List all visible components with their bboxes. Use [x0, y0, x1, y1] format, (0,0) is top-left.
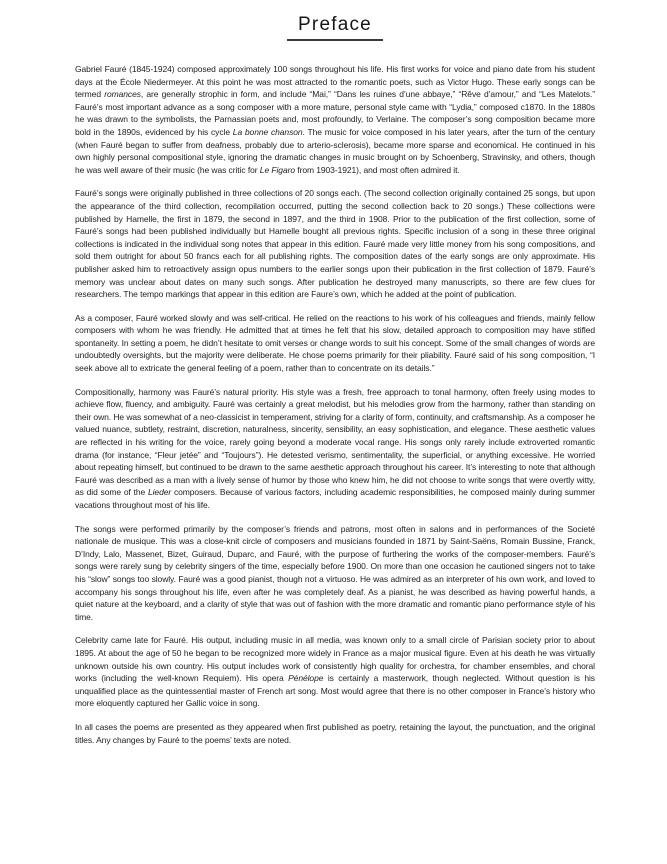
- paragraph: [75, 63, 595, 176]
- preface-body: [75, 63, 595, 746]
- text-segment: composers. Because of various factors, including academic responsibilities, he composed mainly during summer vacations throughout most of his life.: [75, 487, 595, 510]
- italic-text-segment: romances: [104, 89, 141, 100]
- italic-text-segment: Pénélope: [288, 673, 324, 684]
- paragraph: [75, 187, 595, 300]
- text-segment: is certainly a masterwork, though neglected. Without question is his unqualified place as the quintessential master of French art song. Most would agree that there is no other composer in France’s history who more eloquently captured her Gallic voice in song.: [75, 673, 595, 709]
- italic-text-segment: La bonne chanson: [232, 126, 303, 137]
- paragraph: [75, 312, 595, 375]
- italic-text-segment: Le Figaro: [259, 164, 295, 175]
- text-segment: As a composer, Fauré worked slowly and was self-critical. He relied on the reactions to his work of his colleagues and friends, mainly fellow composers with whom he was friendly. He admitted that at times he felt that his slow, detailed approach to composition may have stifled spontaneity. In setting a poem, he didn’t hesitate to omit verses or change words to suit his concept. Some of the small changes of words are undoubtedly oversights, but the majority were deliberate. He chose poems primarily for their pliability. Fauré said of his song composition, “I seek above all to extricate the general feeling of a poem, rather than to concentrate on its details.”: [75, 312, 595, 374]
- page-title: Preface: [287, 14, 383, 41]
- text-segment: . The music for voice composed in his later years, after the turn of the century (when Fauré began to suffer from deafness, probably due to arterio-sclerosis), became more sparse and economical. He continued in his own highly personal compositional style, ignoring the dramatic changes in music brought on by Schoenberg, Stravinsky, and others, though he was well aware of their music (he was critic for: [75, 126, 596, 175]
- text-segment: Compositionally, harmony was Fauré’s natural priority. His style was a fresh, free approach to tonal harmony, often freely using modes to achieve flow, fluency, and ambiguity. Fauré was certainly a great melodist, but his melodies grow from the harmony, rather than standing on their own. He was somewhat of a neo-classicist in temperament, striving for a clarity of form, continuity, and craftsmanship. As a composer he valued nuance, subtlety, restraint, discretion, naturalness, sincerity, sensibility, an easy sophistication, and elegance. These aesthetic values are reflected in his writing for the voice, rarely going beyond a moderate vocal range. His songs only rarely include extroverted romantic drama (for instance, “Fleur jetée” and “Toujours”). He detested verismo, sentimentality, the superficial, or anything excessive. He worried about repeating himself, but continued to be drawn to the same aesthetic approach throughout his career. It’s interesting to note that although Fauré was described as a man with a lively sense of humor by those who knew him, he did not choose to write songs that were overtly witty, as did some of the: [75, 386, 595, 498]
- paragraph: [75, 523, 595, 624]
- italic-text-segment: Lieder: [147, 487, 172, 498]
- text-segment: The songs were performed primarily by the composer’s friends and patrons, most often in salons and in performances of the Societé nationale de musique. This was a close-knit circle of composers and musicians founded in 1871 by Saint-Saëns, Romain Bussine, Franck, D’Indy, Lalo, Massenet, Bizet, Guiraud, Duparc, and Fauré, with the purpose of furthering the works of the composer-members. Fauré’s songs were rarely sung by celebrity singers of the time, especially before 1900. On more than one occasion he cautioned singers not to take his “slow” songs too slowly. Fauré was a good pianist, though not a virtuoso. He was admired as an interpreter of his own work, and loved to accompany his songs throughout his life, even after he was completely deaf. As a pianist, he was described as having powerful hands, a quiet nature at the keyboard, and a clarity of style that was out of fashion with the more dramatic and romantic piano performance style of his time.: [75, 523, 595, 622]
- text-segment: from 1903-1921), and most often admired it.: [295, 164, 460, 175]
- text-segment: Gabriel Fauré (1845-1924) composed approximately 100 songs throughout his life. His first works for voice and piano date from his student days at the École Niedermeyer. At this point he was most attracted to the romantic poets, such as Victor Hugo. These early songs can be termed: [75, 64, 595, 100]
- paragraph: [75, 386, 595, 512]
- text-segment: Fauré’s songs were originally published in three collections of 20 songs each. (The second collection originally contained 25 songs, but upon the appearance of the third collection, recompilation occurred, putting the second collection back to 20 songs.) These collections were published by Hamelle, the first in 1879, the second in 1897, and the third in 1908. Prior to the publication of the first collection, some of Fauré’s songs had been published individually but Hamelle bought all previous rights. Specific inclusion of a song in these three original collections is indicated in the individual song notes that appear in this edition. Fauré made very little money from his song compositions, and sold them outright for about 50 francs each for all publishing rights. The composition dates of the early songs are only approximate. His publisher asked him to retroactively assign opus numbers to the earlier songs upon their publication in the first collection of 1879. Fauré’s memory was unclear about dates on many such songs. After publication he destroyed many manuscripts, so there are few clues for researchers. The tempo markings that appear in this edition are Faure’s own, which he added at the point of publication.: [75, 188, 595, 300]
- text-segment: Celebrity came late for Fauré. His output, including music in all media, was known only to a small circle of Parisian society prior to about 1895. At about the age of 50 he began to be recognized more widely in France as a major musical figure. Even at his death he was virtually unknown outside his own country. His output includes work of consistently high quality for orchestra, for chamber ensembles, and choral works (including the well-known Requiem). His opera: [75, 635, 595, 684]
- paragraph: [75, 634, 595, 710]
- text-segment: In all cases the poems are presented as they appeared when first published as poetry, retaining the layout, the punctuation, and the original titles. Any changes by Fauré to the poems’ texts are noted.: [75, 721, 595, 745]
- title-row: [75, 14, 595, 41]
- paragraph: [75, 721, 595, 746]
- text-segment: , are generally strophic in form, and include “Mai,” “Dans les ruines d’une abbaye,” “Rêve d’amour,” and “Les Matelots.” Fauré’s most important advance as a song composer with a more mature, personal style came with “Lydia,” composed c1870. In the 1880s he was drawn to the symbolists, the Parnassian poets and, most profoundly, to Verlaine. The composer’s song composition became more bold in the 1890s, evidenced by his cycle: [75, 89, 595, 137]
